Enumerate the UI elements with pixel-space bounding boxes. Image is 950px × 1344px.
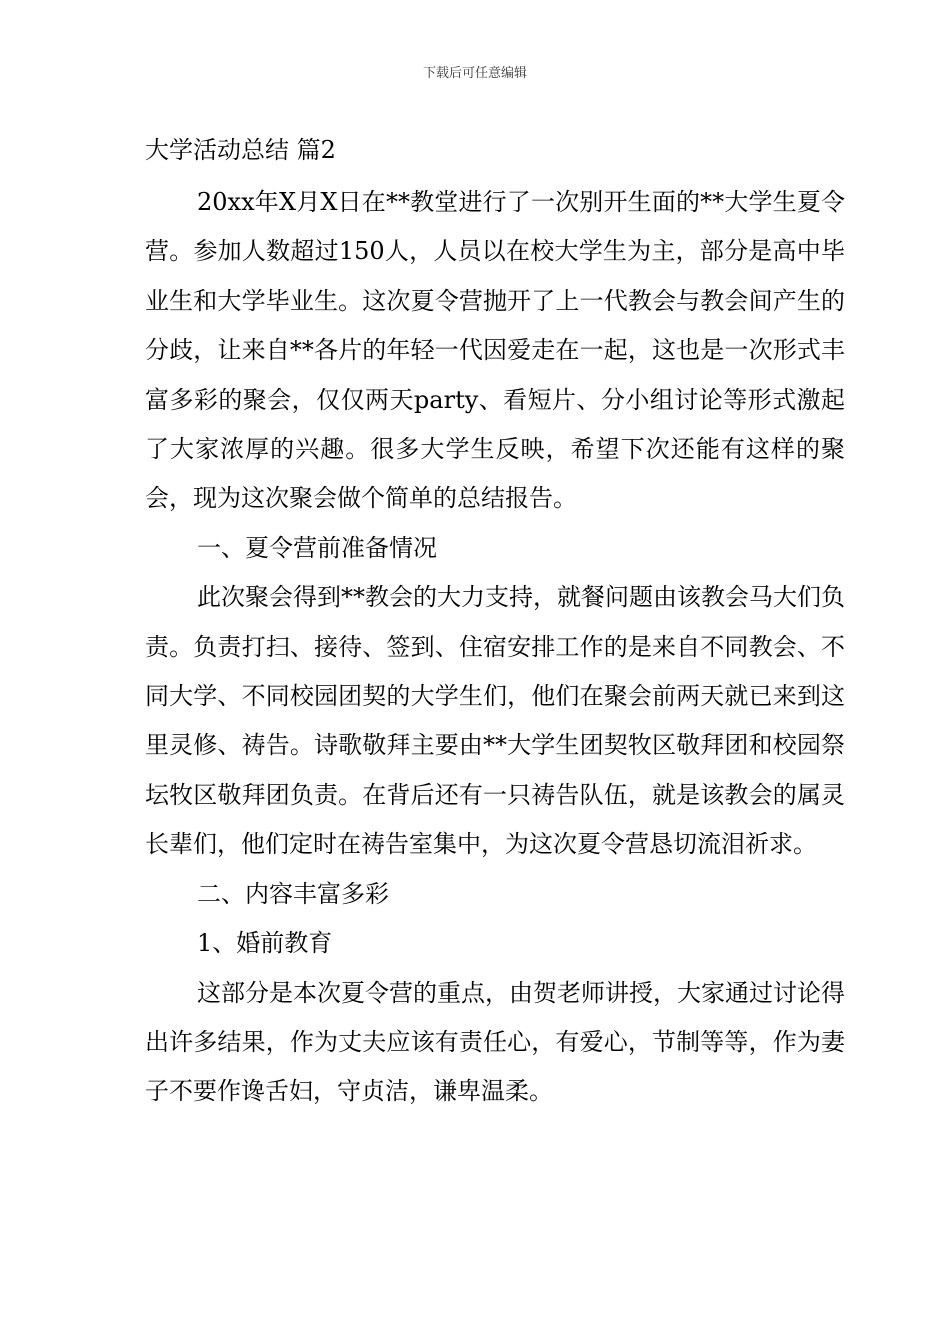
header-note: 下载后可任意编辑 bbox=[422, 66, 527, 81]
paragraph-preparation: 此次聚会得到**教会的大力支持，就餐问题由该教会马大们负责。负责打扫、接待、签到、住宿安排工作的是来自不同教会、不同大学、不同校园团契的大学生们，他们在聚会前两天就已来到这里灵修、祷告。诗歌敬拜主要由**大学生团契牧区敬拜团和校园祭坛牧区敬拜团负责。在背后还有一只祷告队伍，就是该教会的属灵长辈们，他们定时在祷告室集中，为这次夏令营恳切流泪祈求。 bbox=[145, 583, 845, 859]
subsection-heading-premarital-education: 1、婚前教育 bbox=[197, 929, 333, 958]
paragraph-premarital-education: 这部分是本次夏令营的重点，由贺老师讲授，大家通过讨论得出许多结果，作为丈夫应该有责任心，有爱心，节制等等，作为妻子不要作谗舌妇，守贞洁，谦卑温柔。 bbox=[145, 978, 845, 1106]
document-body bbox=[145, 130, 845, 1117]
section-heading-content: 二、内容丰富多彩 bbox=[197, 879, 389, 908]
section-heading-preparation: 一、夏令营前准备情况 bbox=[197, 533, 437, 562]
document-title: 大学活动总结 篇2 bbox=[145, 136, 336, 164]
paragraph-intro: 20xx年X月X日在**教堂进行了一次别开生面的**大学生夏令营。参加人数超过150人，人员以在校大学生为主，部分是高中毕业生和大学毕业生。这次夏令营抛开了上一代教会与教会间产生的分歧，让来自**各片的年轻一代因爱走在一起，这也是一次形式丰富多彩的聚会，仅仅两天party、看短片、分小组讨论等形式激起了大家浓厚的兴趣。很多大学生反映，希望下次还能有这样的聚会，现为这次聚会做个简单的总结报告。 bbox=[145, 188, 845, 513]
